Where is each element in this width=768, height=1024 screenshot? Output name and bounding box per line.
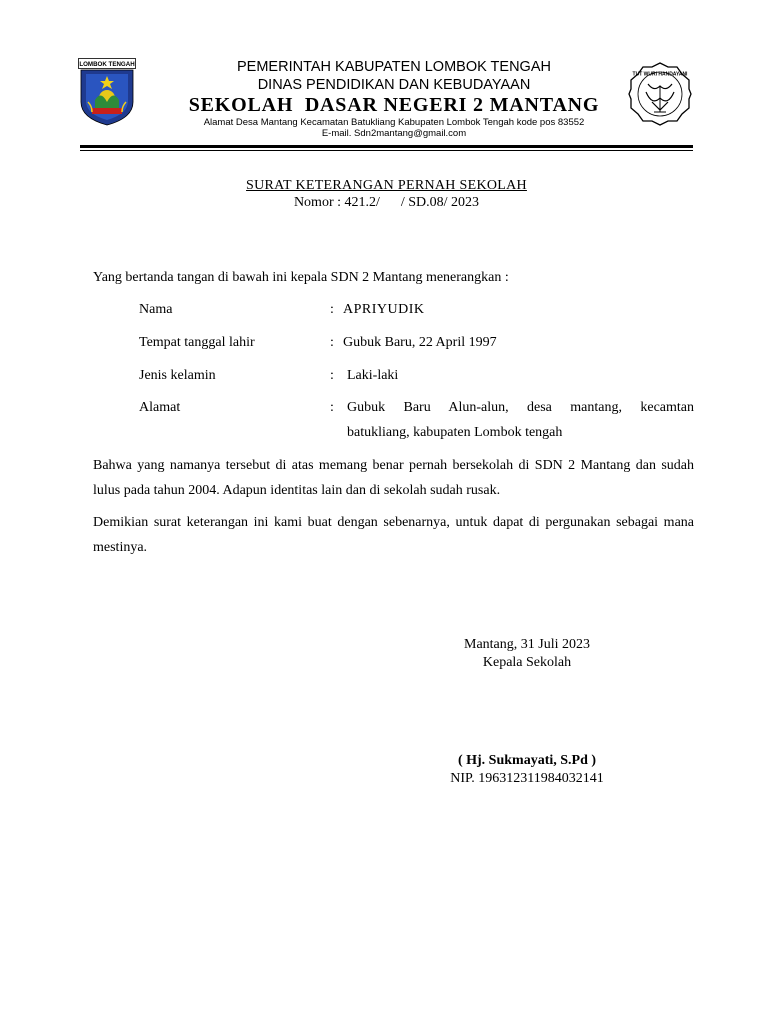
logo-left-label: LOMBOK TENGAH: [79, 61, 135, 68]
signature-role: Kepala Sekolah: [482, 655, 572, 670]
field-label-gender: Jenis kelamin: [139, 368, 216, 383]
letterhead-department: DINAS PENDIDIKAN DAN KEBUDAYAAN: [257, 77, 531, 93]
signature-place-date: Mantang, 31 Juli 2023: [464, 637, 590, 652]
letterhead-rule-thin: [80, 150, 693, 151]
field-value-gender: Laki-laki: [347, 368, 399, 383]
field-value-address-line1: Gubuk Baru Alun-alun, desa mantang, kecamtan: [347, 400, 694, 415]
field-colon-address: :: [330, 400, 334, 415]
signature-name: ( Hj. Sukmayati, S.Pd ): [457, 753, 597, 768]
field-label-address: Alamat: [139, 400, 181, 415]
field-label-name: Nama: [139, 302, 173, 317]
field-value-address-line2: batukliang, kabupaten Lombok tengah: [347, 425, 563, 440]
letter-number: Nomor : 421.2/ / SD.08/ 2023: [293, 195, 480, 210]
field-colon-birth: :: [330, 335, 334, 350]
field-label-birth: Tempat tanggal lahir: [139, 335, 255, 350]
letterhead-government: PEMERINTAH KABUPATEN LOMBOK TENGAH: [237, 59, 551, 75]
letterhead-school-name: SEKOLAH DASAR NEGERI 2 MANTANG: [188, 94, 600, 116]
lombok-tengah-logo: [78, 58, 136, 126]
closing-paragraph: Demikian surat keterangan ini kami buat dengan sebenarnya, untuk dapat di pergunakan sebagai mana mestinya.: [93, 515, 694, 555]
letterhead-rule-thick: [80, 145, 693, 148]
intro-text: Yang bertanda tangan di bawah ini kepala SDN 2 Mantang menerangkan :: [93, 270, 509, 285]
letterhead-email: E-mail. Sdn2mantang@gmail.com: [321, 128, 467, 139]
field-value-name: APRIYUDIK: [343, 302, 425, 317]
signature-nip: NIP. 196312311984032141: [450, 771, 604, 786]
field-colon-name: :: [330, 302, 334, 317]
field-value-birth: Gubuk Baru, 22 April 1997: [343, 335, 497, 350]
field-colon-gender: :: [330, 368, 334, 383]
letter-title: SURAT KETERANGAN PERNAH SEKOLAH: [246, 178, 527, 193]
statement-paragraph: Bahwa yang namanya tersebut di atas memang benar pernah bersekolah di SDN 2 Mantang dan sudah lulus pada tahun 2004. Adapun identitas lain dan di sekolah sudah rusak.: [93, 458, 694, 498]
logo-right-label: TUT WURI HANDAYANI: [632, 71, 688, 78]
letterhead-address: Alamat Desa Mantang Kecamatan Batukliang Kabupaten Lombok Tengah kode pos 83552: [203, 117, 585, 128]
